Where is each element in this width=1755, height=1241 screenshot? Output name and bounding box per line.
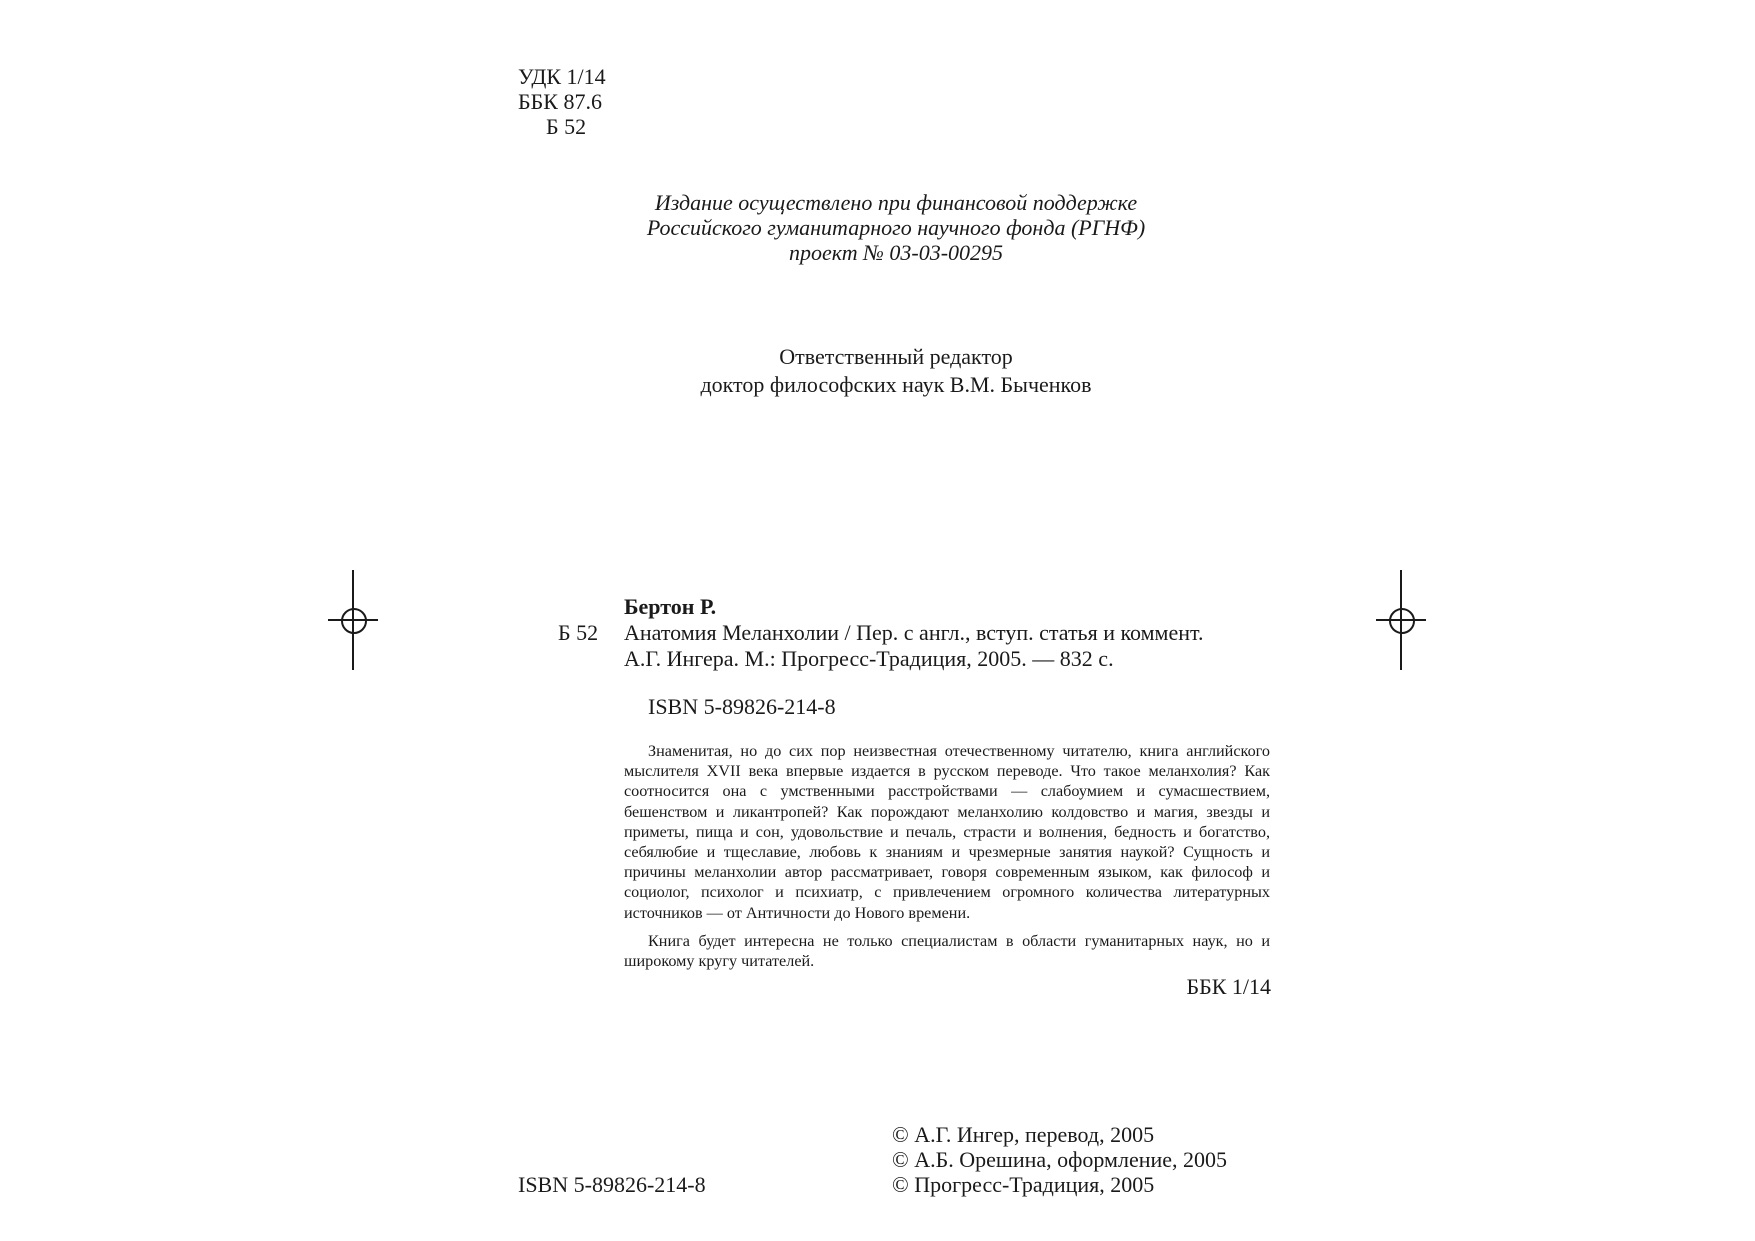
funding-note <box>450 190 1342 265</box>
record-title-line: Анатомия Меланхолии / Пер. с англ., вступ. статья и коммент. <box>624 620 1204 645</box>
udk-code: УДК 1/14 <box>518 64 606 89</box>
record-code: Б 52 <box>558 620 599 645</box>
editor-block <box>450 343 1342 399</box>
copyright-translation: © А.Г. Ингер, перевод, 2005 <box>892 1122 1155 1147</box>
annotation-paragraph-2: Книга будет интересна не только специалистам в области гуманитарных наук, но и широкому кругу читателей. <box>624 932 1270 971</box>
classification-block <box>518 64 606 139</box>
author-mark: Б 52 <box>546 114 587 139</box>
crop-mark-left-icon <box>328 570 378 670</box>
funding-line-1: Издание осуществлено при финансовой поддержке <box>654 190 1138 215</box>
funding-line-2: Российского гуманитарного научного фонда (РГНФ) <box>646 215 1146 240</box>
crop-mark-right-icon <box>1376 570 1426 670</box>
editor-name: доктор философских наук В.М. Быченков <box>700 372 1092 397</box>
copyright-design: © А.Б. Орешина, оформление, 2005 <box>892 1147 1228 1172</box>
copyright-block <box>892 1122 1227 1197</box>
copyright-publisher: © Прогресс-Традиция, 2005 <box>892 1172 1155 1197</box>
footer-isbn: ISBN 5-89826-214-8 <box>518 1172 706 1197</box>
funding-line-3: проект № 03-03-00295 <box>788 240 1004 265</box>
bbk-code: ББК 87.6 <box>518 89 602 114</box>
editor-role: Ответственный редактор <box>779 344 1013 369</box>
annotation-paragraph-1: Знаменитая, но до сих пор неизвестная отечественному читателю, книга английского мыслителя XVII века впервые издается в русском переводе. Что такое меланхолия? Как соотносится она с умственными расстройствами — слабоумием и сумасшествием, бешенством и ликантропей? Как порождают меланхолию колдовство и магия, звезды и приметы, пища и сон, удовольствие и печаль, страсти и волнения, бедность и богатство, себялюбие и тщеславие, любовь к знаниям и чрезмерные занятия наукой? Сущность и причины меланхолии автор рассматривает, говоря современным языком, как философ и социолог, психолог и психиатр, с привлечением огромного количества литературных источников — от Античности до Нового времени. <box>624 742 1270 922</box>
record-isbn: ISBN 5-89826-214-8 <box>648 694 836 719</box>
annotation-bbk: ББК 1/14 <box>1186 974 1271 999</box>
record-publisher-line: А.Г. Ингера. М.: Прогресс-Традиция, 2005. — 832 с. <box>624 646 1114 671</box>
record-author: Бертон Р. <box>624 594 717 619</box>
